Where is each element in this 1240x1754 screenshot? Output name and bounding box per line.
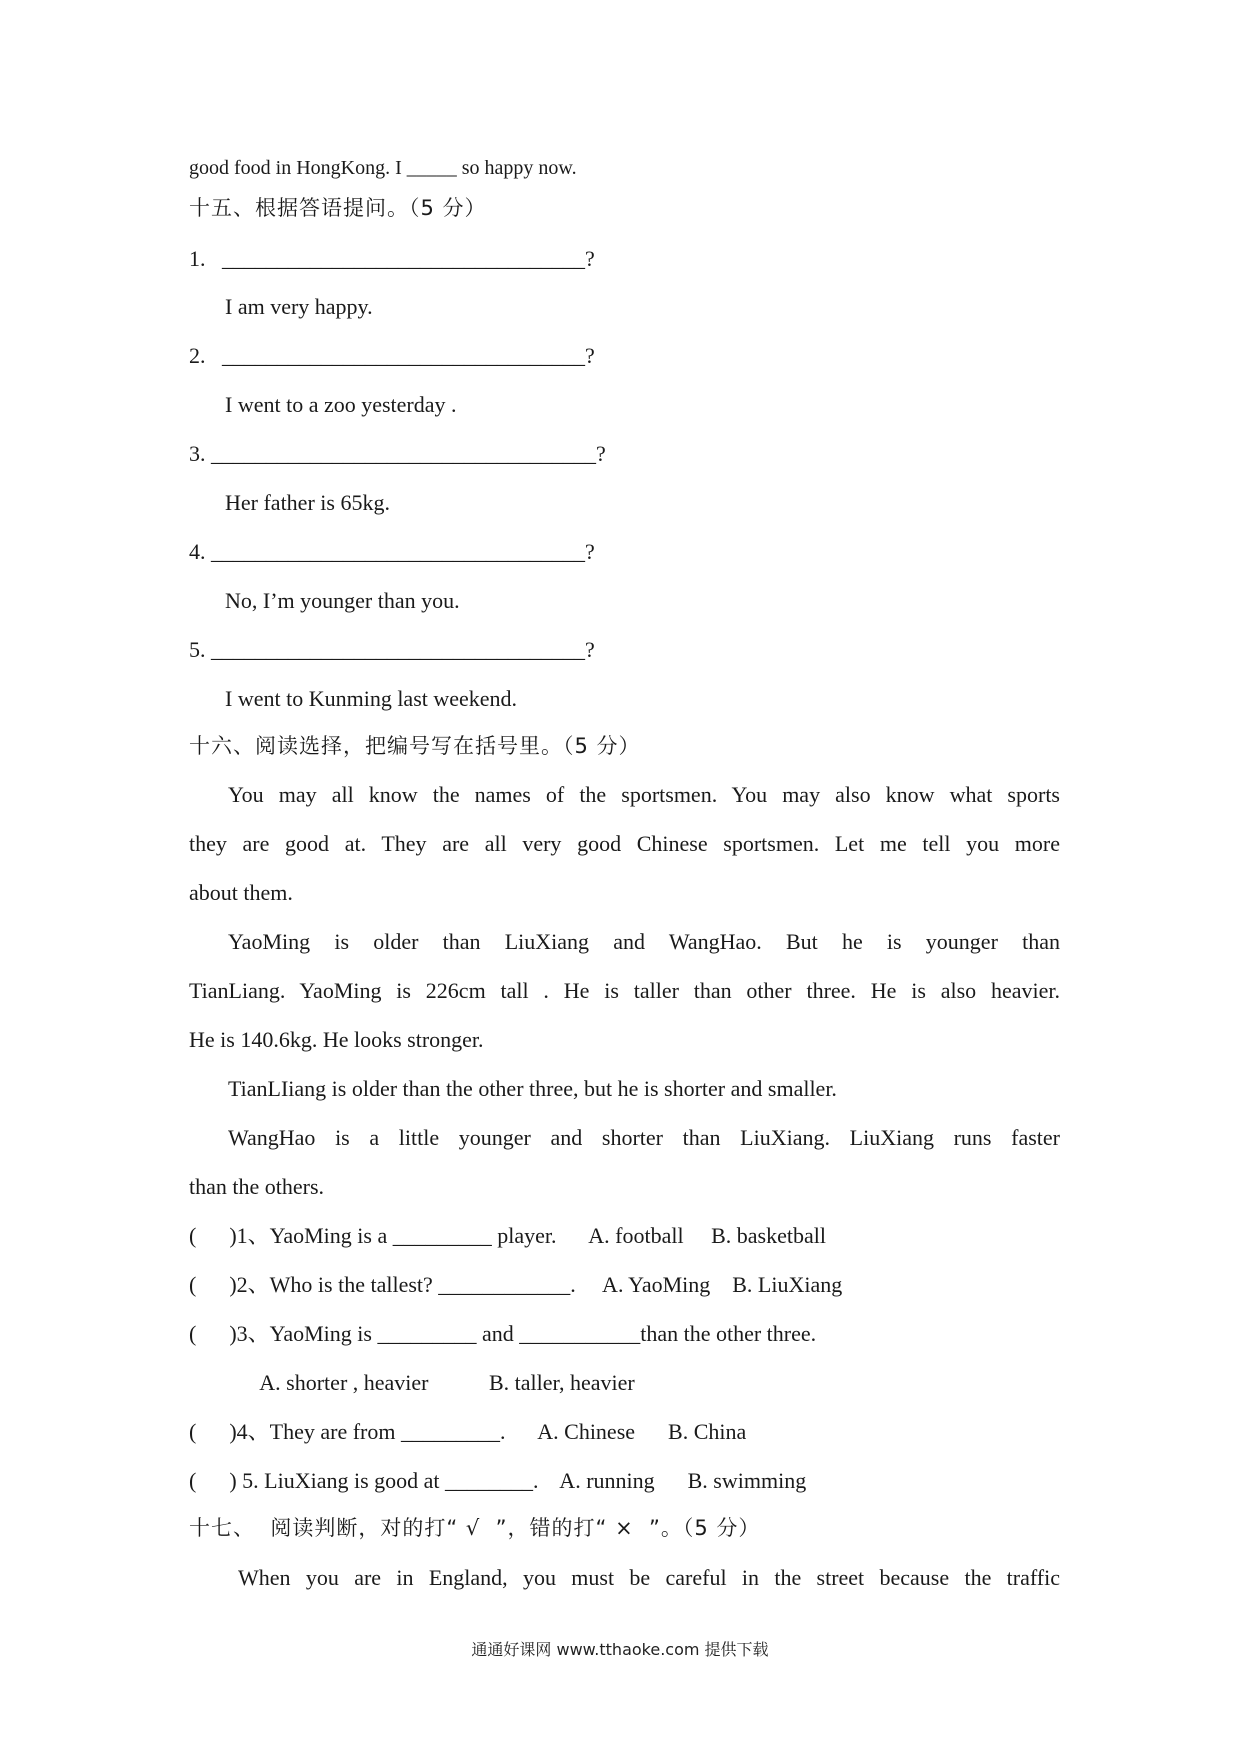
choice-question: ( )2、Who is the tallest? ____________. A. YaoMing B. LiuXiang: [189, 1272, 843, 1297]
answer-line: I went to Kunming last weekend.: [225, 686, 518, 711]
answer-line: No, I’m younger than you.: [225, 588, 460, 613]
passage-line: You may all know the names of the sportsmen. You may also know what sports: [228, 782, 1060, 807]
question-line: 1. _________________________________?: [189, 246, 595, 271]
passage-line: He is 140.6kg. He looks stronger.: [189, 1027, 484, 1052]
passage-line: TianLiang. YaoMing is 226cm tall . He is taller than other three. He is also heavier.: [189, 978, 1060, 1003]
page-footer: 通通好课网 www.tthaoke.com 提供下载: [471, 1640, 769, 1659]
question-line: 3. ___________________________________?: [189, 441, 606, 466]
passage-line: they are good at. They are all very good Chinese sportsmen. Let me tell you more: [189, 831, 1060, 856]
passage-line: WangHao is a little younger and shorter than LiuXiang. LiuXiang runs faster: [228, 1125, 1060, 1150]
choice-options: A. shorter , heavier B. taller, heavier: [189, 1370, 635, 1395]
continued-text: good food in HongKong. I _____ so happy now.: [189, 157, 577, 179]
question-line: 5. __________________________________?: [189, 637, 595, 662]
answer-line: Her father is 65kg.: [225, 490, 390, 515]
choice-question: ( )3、YaoMing is _________ and ___________than the other three.: [189, 1321, 817, 1346]
choice-question: ( )4、They are from _________. A. Chinese B. China: [189, 1419, 747, 1444]
passage-line: than the others.: [189, 1174, 325, 1199]
passage-line: about them.: [189, 880, 293, 905]
question-line: 4. __________________________________?: [189, 539, 595, 564]
section-17-heading: 十七、 阅读判断，对的打“ √ ”，错的打“ × ”。（5 分）: [189, 1516, 761, 1540]
passage-line: When you are in England, you must be careful in the street because the traffic: [238, 1565, 1060, 1590]
section-16-heading: 十六、阅读选择，把编号写在括号里。（5 分）: [189, 734, 641, 758]
answer-line: I am very happy.: [225, 294, 373, 319]
choice-question: ( ) 5. LiuXiang is good at ________. A. running B. swimming: [189, 1468, 807, 1493]
answer-line: I went to a zoo yesterday .: [225, 392, 457, 417]
choice-question: ( )1、YaoMing is a _________ player. A. football B. basketball: [189, 1223, 826, 1248]
question-line: 2. _________________________________?: [189, 343, 595, 368]
section-15-heading: 十五、根据答语提问。（5 分）: [189, 196, 487, 220]
passage-line: YaoMing is older than LiuXiang and WangHao. But he is younger than: [228, 929, 1060, 954]
passage-line: TianLIiang is older than the other three, but he is shorter and smaller.: [228, 1076, 837, 1101]
